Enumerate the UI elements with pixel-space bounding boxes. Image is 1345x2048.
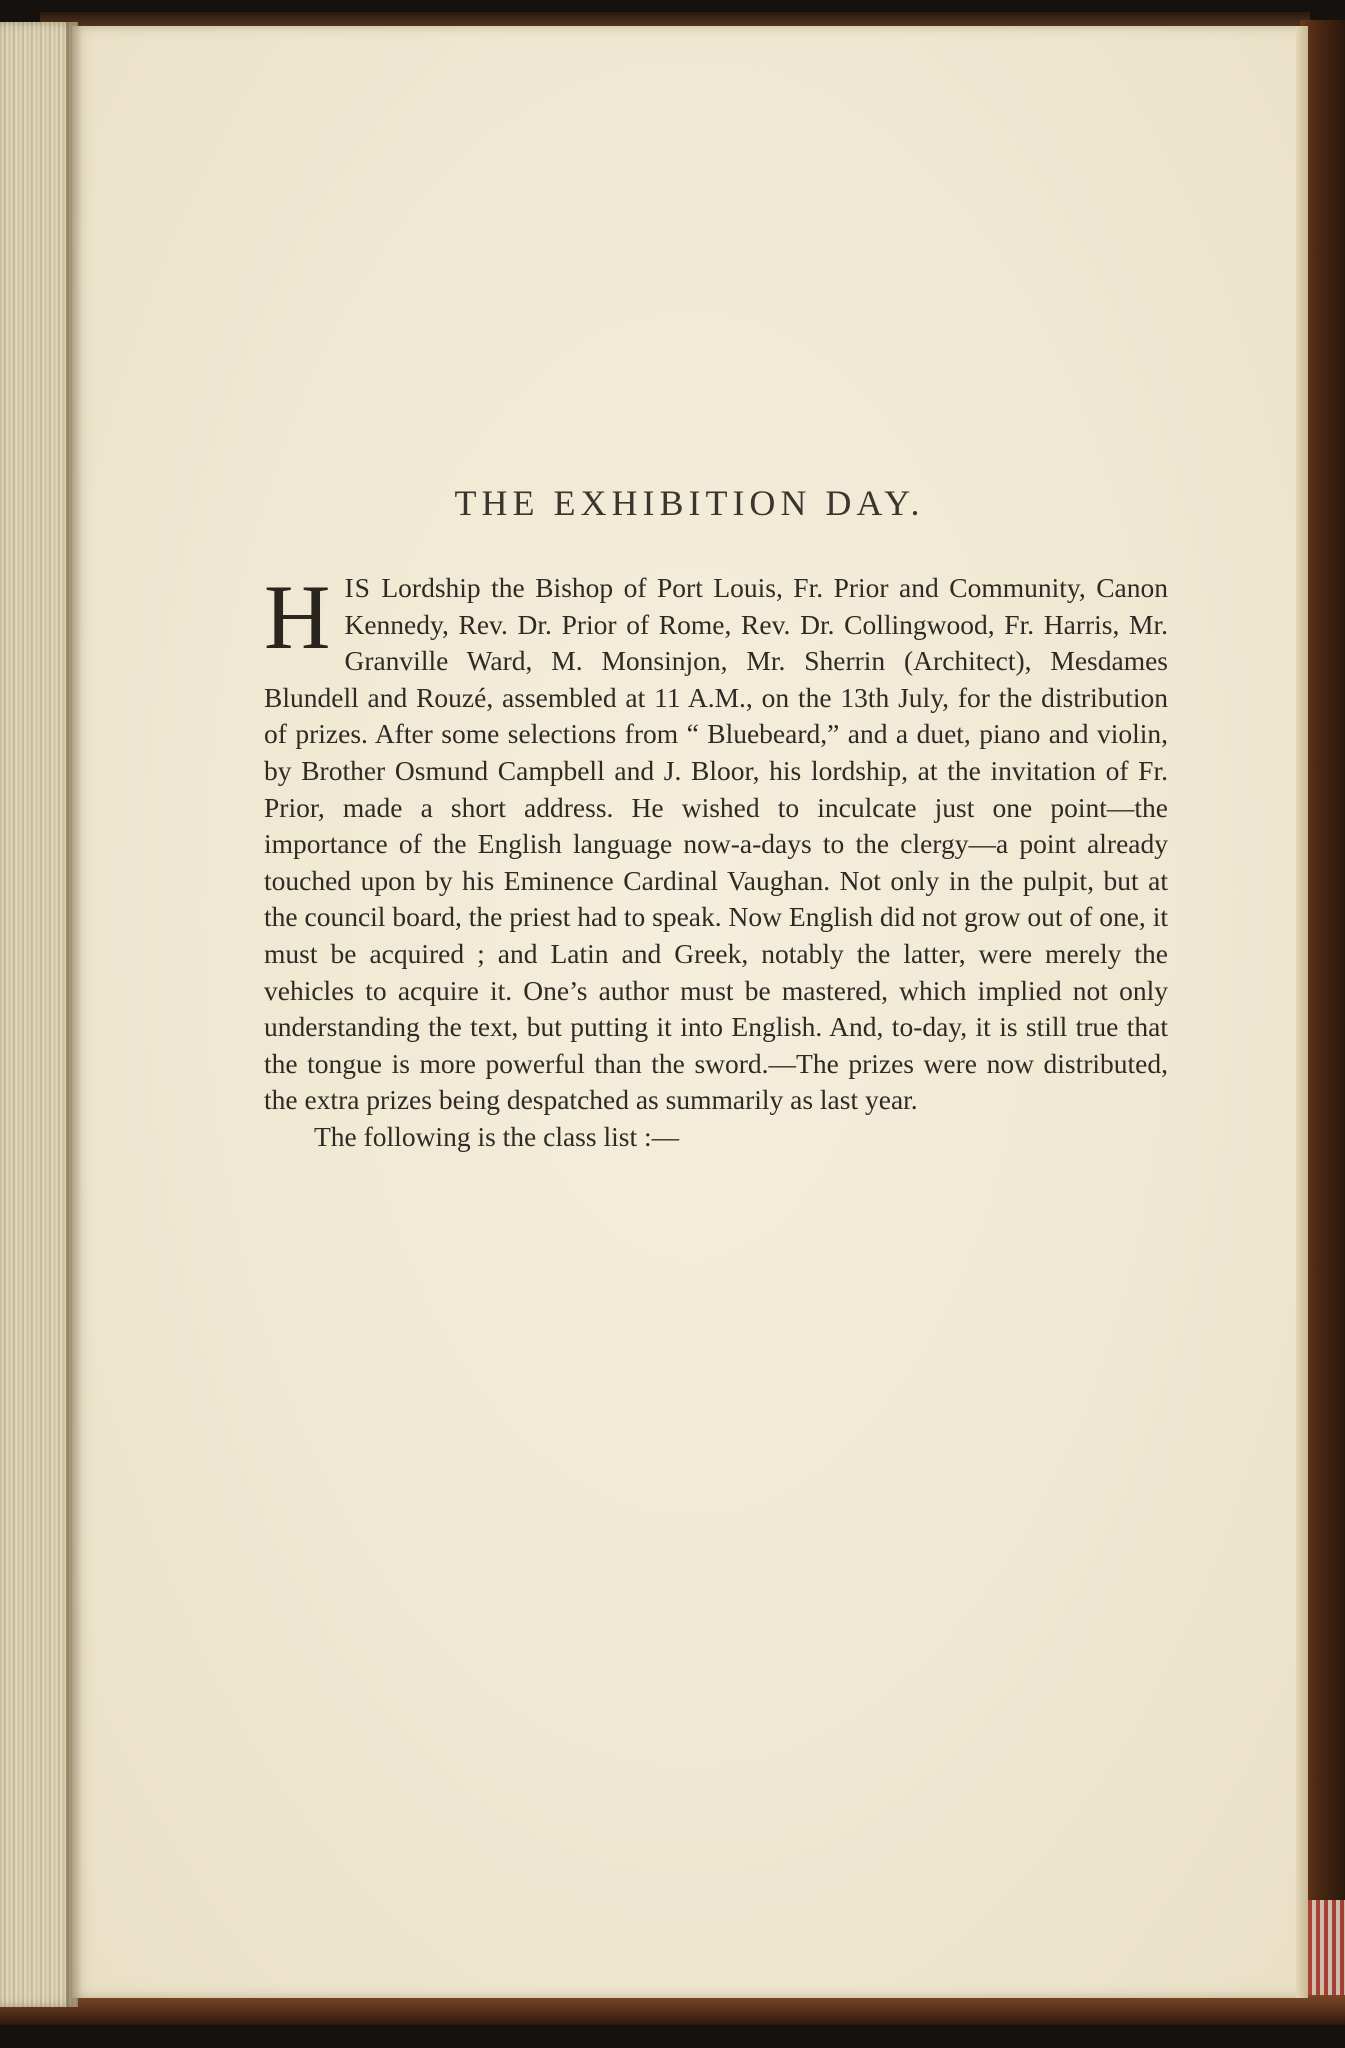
page-title: THE EXHIBITION DAY.: [454, 483, 925, 523]
drop-cap: H: [264, 566, 331, 668]
page-fore-edge: [1296, 26, 1308, 1998]
paragraph-1-text: Lordship the Bishop of Port Louis, Fr. Prior and Community, Canon Kennedy, Rev. Dr. Prior of Rome, Rev. Dr. Collingwood, Fr. Harris, Mr. Granville Ward, M. Monsinjon, Mr. Sherrin (Architect), Mesdames Blundell and Rouzé, assembled at 11 A.M., on the 13th July, for the distribution of prizes. After some selections from “ Bluebeard,” and a duet, piano and violin, by Brother Osmund Campbell and J. Bloor, his lordship, at the invitation of Fr. Prior, made a short address. He wished to inculcate just one point—the importance of the English language now-a-days to the clergy—a point already touched upon by his Eminence Cardinal Vaughan. Not only in the pulpit, but at the council board, the priest had to speak. Now English did not grow out of one, it must be acquired ; and Latin and Greek, notably the latter, were merely the vehicles to acquire it. One’s author must be mastered, which implied not only understanding the text, but putting it into English. And, to-day, it is still true that the tongue is more powerful than the sword.—The prizes were now distributed, the extra prizes being despatched as summarily as last year.: [264, 572, 1168, 1116]
article-body: [264, 566, 1168, 1156]
paragraph-2: The following is the class list :—: [314, 1120, 680, 1152]
gutter-shadow: [66, 22, 82, 2007]
binding-bottom-edge: [0, 1995, 1345, 2025]
marbled-endpaper: [1308, 1900, 1345, 2010]
paragraph-1: [264, 566, 1168, 1119]
lead-in: IS: [344, 572, 371, 603]
